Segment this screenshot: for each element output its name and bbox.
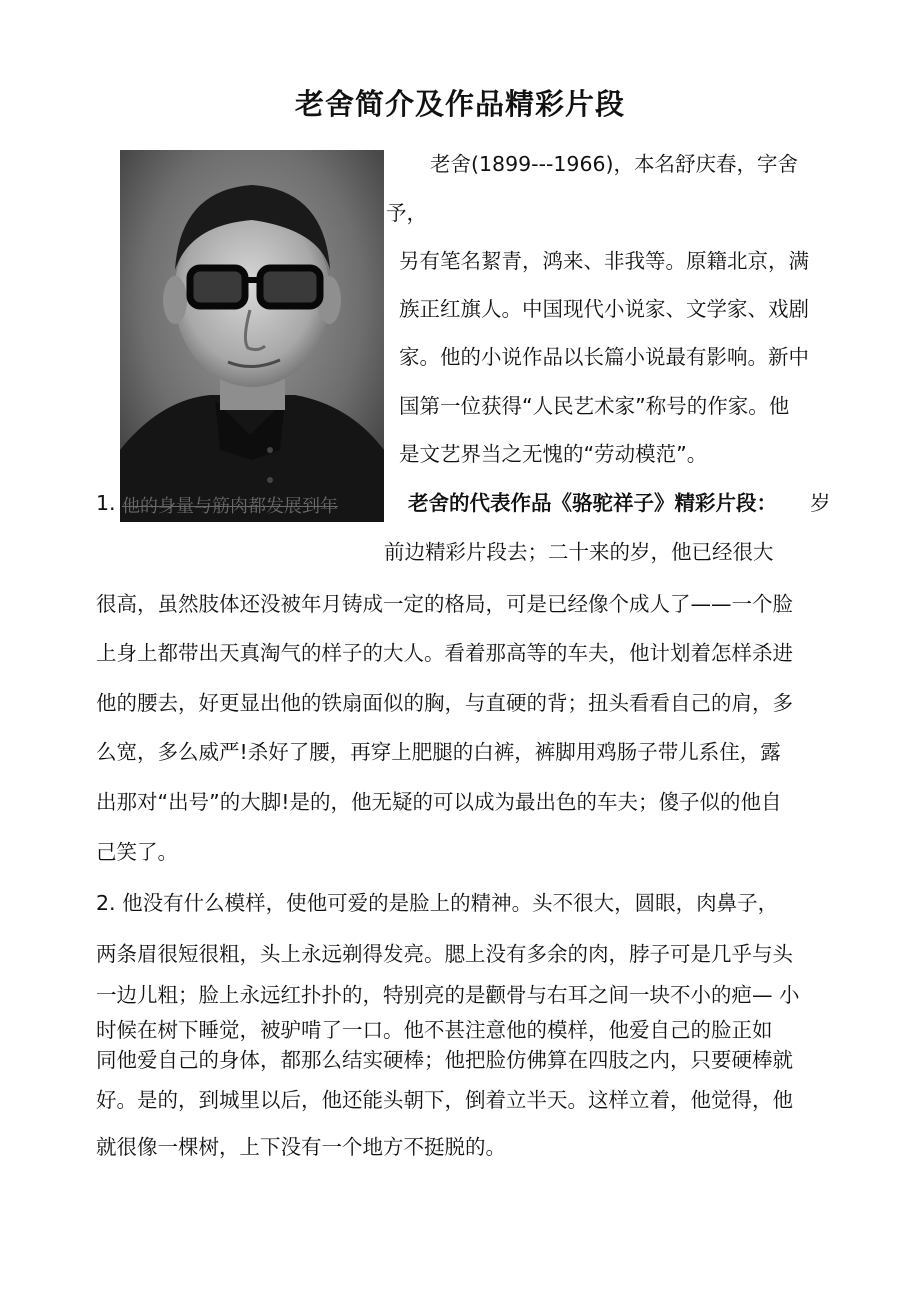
intro-line-2: 予， xyxy=(386,201,427,225)
section2-line-5: 同他爱自己的身体，都那么结实硬棒；他把脸仿佛算在四肢之内，只要硬棒就 xyxy=(96,1048,793,1072)
intro-line-7: 是文艺界当之无愧的“劳动模范”。 xyxy=(399,442,708,466)
section1-line-5: 么宽，多么威严!杀好了腰，再穿上肥腿的白裤，裤脚用鸡肠子带儿系住，露 xyxy=(96,740,781,764)
section1-line-1: 前边精彩片段去；二十来的岁，他已经很大 xyxy=(384,540,774,564)
portrait-image xyxy=(120,150,384,522)
section2-line-4: 时候在树下睡觉，被驴啃了一口。他不甚注意他的模样，他爱自己的脸正如 xyxy=(96,1018,773,1042)
section1-line-3: 上身上都带出天真淘气的样子的大人。看着那高等的车夫，他计划着怎样杀进 xyxy=(96,641,793,665)
section2-line-1: 2. 他没有什么模样，使他可爱的是脸上的精神。头不很大，圆眼，肉鼻子， xyxy=(96,891,779,915)
section1-line-6: 出那对“出号”的大脚!是的，他无疑的可以成为最出色的车夫；傻子似的他自 xyxy=(96,790,782,814)
intro-line-4: 族正红旗人。中国现代小说家、文学家、戏剧 xyxy=(399,297,809,321)
section2-line-7: 就很像一棵树，上下没有一个地方不挺脱的。 xyxy=(96,1135,506,1159)
section1-line-7: 己笑了。 xyxy=(96,840,178,864)
intro-line-3: 另有笔名絜青，鸿来、非我等。原籍北京，满 xyxy=(399,249,809,273)
intro-line-6: 国第一位获得“人民艺术家”称号的作家。他 xyxy=(399,394,790,418)
section2-line-2: 两条眉很短很粗，头上永远剃得发亮。腮上没有多余的肉，脖子可是几乎与头 xyxy=(96,942,793,966)
section1-number: 1. xyxy=(96,491,116,515)
intro-line-5: 家。他的小说作品以长篇小说最有影响。新中 xyxy=(399,345,809,369)
intro-line-1: 老舍(1899---1966)，本名舒庆春，字舍 xyxy=(430,152,799,176)
section1-heading-tail: 岁 xyxy=(810,491,831,515)
section1-heading: 老舍的代表作品《骆驼祥子》精彩片段： xyxy=(408,491,777,515)
section2-line-3: 一边儿粗；脸上永远红扑扑的，特别亮的是颧骨与右耳之间一块不小的疤— 小 xyxy=(96,983,800,1007)
section1-line-4: 他的腰去，好更显出他的铁扇面似的胸，与直硬的背；扭头看看自己的肩，多 xyxy=(96,691,793,715)
author-portrait xyxy=(120,150,384,522)
photo-overlap-text: 他的身量与筋肉都发展到年 xyxy=(122,496,338,517)
page-title: 老舍简介及作品精彩片段 xyxy=(294,87,625,121)
section1-line-2: 很高，虽然肢体还没被年月铸成一定的格局，可是已经像个成人了——一个脸 xyxy=(96,592,793,616)
section2-line-6: 好。是的，到城里以后，他还能头朝下，倒着立半天。这样立着，他觉得，他 xyxy=(96,1088,793,1112)
